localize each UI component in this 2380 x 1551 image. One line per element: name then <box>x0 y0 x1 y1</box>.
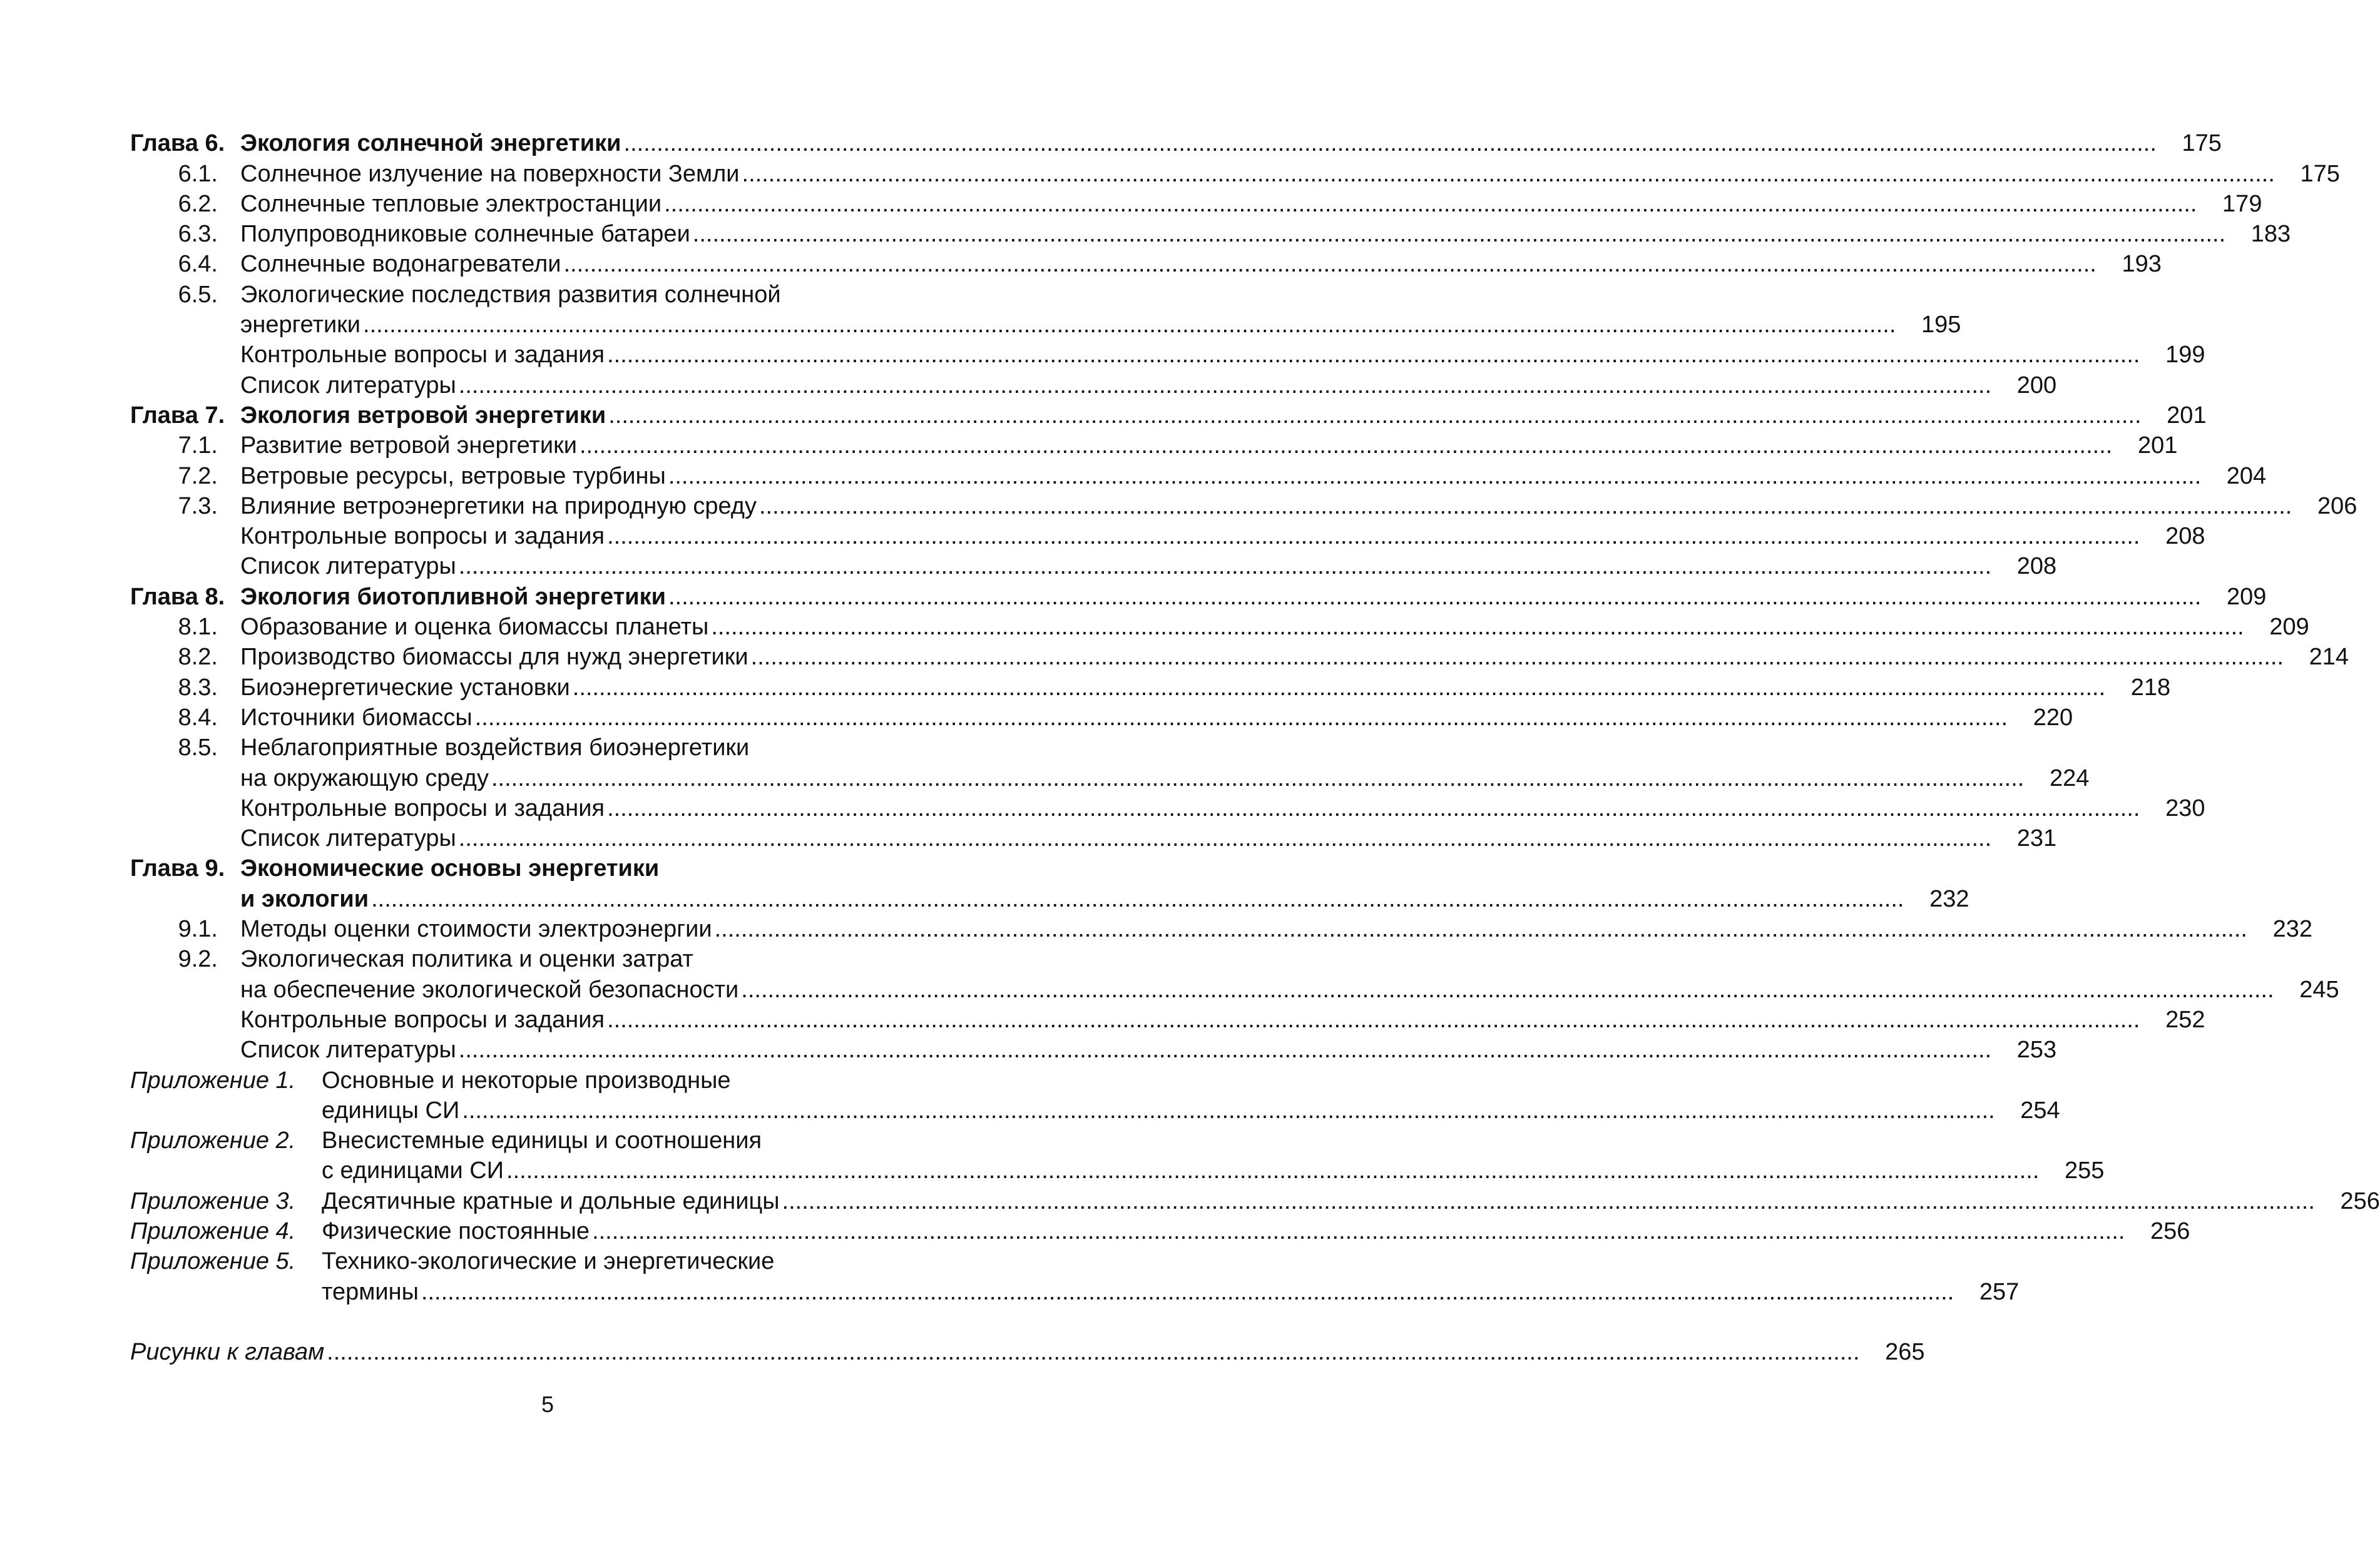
page-ref: 257 <box>1979 1278 2020 1305</box>
dot-leader <box>711 612 2244 642</box>
page-ref: 214 <box>2309 644 2349 671</box>
toc-entry-chapter <box>130 128 2222 158</box>
toc-entry-cont <box>130 310 1961 340</box>
page-ref: 245 <box>2299 976 2339 1003</box>
entry-title: на окружающую среду <box>240 765 489 791</box>
page-ref: 200 <box>2016 372 2057 399</box>
entry-title: Контрольные вопросы и задания <box>240 795 605 821</box>
table-of-contents <box>130 128 2380 1367</box>
page-ref: 232 <box>2272 916 2312 943</box>
toc-entry-appendix-cont <box>130 1156 2105 1186</box>
page-ref: 208 <box>2016 553 2057 580</box>
dot-leader <box>459 370 1991 400</box>
dot-leader <box>715 914 2247 944</box>
toc-entry-appendix <box>130 1186 2380 1216</box>
dot-leader <box>741 975 2274 1005</box>
toc-entry-section <box>130 612 2309 642</box>
dot-leader <box>421 1277 1954 1307</box>
entry-title: с единицами СИ <box>322 1157 504 1184</box>
chapter-label: Глава 7. <box>130 402 225 429</box>
dot-leader <box>462 1096 1994 1126</box>
toc-entry-section <box>130 189 2262 219</box>
entry-title: на обеспечение экологической безопасности <box>240 976 739 1003</box>
entry-title: Список литературы <box>240 553 456 580</box>
entry-title: Список литературы <box>240 372 456 399</box>
section-number: 9.1. <box>178 916 218 943</box>
dot-leader <box>459 551 1991 581</box>
dot-leader <box>759 491 2292 521</box>
entry-title: Ветровые ресурсы, ветровые турбины <box>240 462 666 489</box>
page-ref: 209 <box>2226 583 2267 610</box>
toc-entry-appendix <box>130 1246 970 1276</box>
appendix-label: Приложение 4. <box>130 1218 296 1244</box>
page-ref: 230 <box>2165 795 2205 821</box>
dot-leader <box>573 673 2105 703</box>
toc-entry-section <box>130 249 2162 279</box>
toc-entry-appendix-cont <box>130 1096 2060 1126</box>
toc-entry-cont <box>130 763 2090 793</box>
dot-leader <box>563 249 2096 279</box>
chapter-label: Глава 9. <box>130 855 225 882</box>
entry-title: Производство биомассы для нужд энергетики <box>240 644 748 671</box>
toc-entry-cont <box>130 974 2339 1004</box>
section-number: 8.1. <box>178 614 218 641</box>
entry-title: Методы оценки стоимости электроэнергии <box>240 916 712 943</box>
dot-leader <box>592 1216 2125 1246</box>
section-number: 9.2. <box>178 946 218 973</box>
entry-title: Экологические последствия развития солнечной <box>240 281 781 308</box>
toc-entry-cont-bold <box>130 883 1969 913</box>
dot-leader <box>624 128 2157 158</box>
toc-entry-section <box>130 703 2073 733</box>
page-ref: 209 <box>2269 614 2309 641</box>
entry-title: Экология биотопливной энергетики <box>240 583 666 610</box>
entry-title: Контрольные вопросы и задания <box>240 523 605 550</box>
toc-entry-section <box>130 733 970 763</box>
dot-leader <box>506 1156 2039 1186</box>
appendix-label: Приложение 3. <box>130 1187 296 1214</box>
page-ref: 201 <box>2167 402 2207 429</box>
toc-entry-cont <box>130 370 2057 400</box>
dot-leader <box>459 1035 1991 1065</box>
chapter-label: Глава 8. <box>130 583 225 610</box>
section-number: 8.4. <box>178 704 218 731</box>
page-ref: 256 <box>2340 1187 2380 1214</box>
toc-entry-cont <box>130 823 2057 853</box>
page-ref: 232 <box>1929 885 1969 912</box>
page-ref: 195 <box>1921 312 1961 338</box>
section-number: 6.5. <box>178 281 218 308</box>
section-number: 6.4. <box>178 251 218 278</box>
entry-title: Источники биомассы <box>240 704 472 731</box>
dot-leader <box>693 219 2225 249</box>
page-ref: 224 <box>2049 765 2090 791</box>
page-ref: 255 <box>2065 1157 2105 1184</box>
toc-gap <box>130 1307 970 1337</box>
dot-leader <box>580 430 2112 460</box>
page-ref: 218 <box>2130 674 2171 701</box>
toc-entry-section <box>130 944 970 974</box>
entry-title: Развитие ветровой энергетики <box>240 432 577 459</box>
toc-entry-section <box>130 642 2349 672</box>
page-ref: 220 <box>2033 704 2073 731</box>
toc-entry-appendix <box>130 1126 970 1156</box>
entry-title: Технико-экологические и энергетические <box>322 1248 775 1275</box>
page-ref: 206 <box>2317 492 2357 519</box>
dot-leader <box>459 823 1991 853</box>
section-number: 7.2. <box>178 462 218 489</box>
section-number: 6.3. <box>178 221 218 248</box>
entry-title: Контрольные вопросы и задания <box>240 1006 605 1033</box>
entry-title: Основные и некоторые производные <box>322 1067 731 1094</box>
page-ref: 179 <box>2222 190 2262 217</box>
section-number: 7.1. <box>178 432 218 459</box>
toc-entry-section <box>130 158 2340 188</box>
section-number: 8.3. <box>178 674 218 701</box>
appendix-label: Приложение 2. <box>130 1127 296 1154</box>
dot-leader <box>607 340 2140 370</box>
dot-leader <box>363 310 1896 340</box>
toc-entry-cont <box>130 340 2205 370</box>
toc-entry-appendix <box>130 1065 970 1095</box>
entry-title: Рисунки к главам <box>130 1338 325 1365</box>
entry-title: Внесистемные единицы и соотношения <box>322 1127 762 1154</box>
page-ref: 252 <box>2165 1006 2205 1033</box>
dot-leader <box>608 400 2141 430</box>
chapter-label: Глава 6. <box>130 130 225 157</box>
section-number: 6.2. <box>178 190 218 217</box>
page-ref: 204 <box>2226 462 2267 489</box>
page-ref: 175 <box>2300 160 2340 187</box>
page-ref: 175 <box>2182 130 2222 157</box>
entry-title: термины <box>322 1278 419 1305</box>
toc-entry-section <box>130 914 2312 944</box>
entry-title: Экологическая политика и оценки затрат <box>240 946 693 973</box>
entry-title: Солнечные тепловые электростанции <box>240 190 662 217</box>
toc-entry-chapter <box>130 853 970 883</box>
toc-entry-cont <box>130 521 2205 551</box>
page-ref: 183 <box>2250 221 2291 248</box>
page-ref: 254 <box>2020 1097 2060 1124</box>
dot-leader <box>742 159 2275 189</box>
toc-entry-figures <box>130 1337 1925 1367</box>
page-ref: 193 <box>2122 251 2162 278</box>
toc-entry-cont <box>130 1035 2057 1065</box>
entry-title: Биоэнергетические установки <box>240 674 570 701</box>
dot-leader <box>751 642 2284 672</box>
page-number: 5 <box>541 1391 554 1417</box>
toc-entry-cont <box>130 793 2205 823</box>
page-ref: 201 <box>2137 432 2178 459</box>
dot-leader <box>607 521 2140 551</box>
toc-entry-cont <box>130 551 2057 581</box>
page-ref: 253 <box>2016 1037 2057 1064</box>
appendix-label: Приложение 5. <box>130 1248 296 1275</box>
page-ref: 208 <box>2165 523 2205 550</box>
toc-entry-section <box>130 279 970 309</box>
entry-title: Контрольные вопросы и задания <box>240 342 605 369</box>
dot-leader <box>782 1186 2315 1216</box>
entry-title: Солнечное излучение на поверхности Земли <box>240 160 740 187</box>
entry-title: Физические постоянные <box>322 1218 590 1244</box>
entry-title: Влияние ветроэнергетики на природную среду <box>240 492 757 519</box>
section-number: 6.1. <box>178 160 218 187</box>
entry-title: Десятичные кратные и дольные единицы <box>322 1187 780 1214</box>
toc-entry-section <box>130 219 2291 249</box>
dot-leader <box>491 763 2024 793</box>
section-number: 7.3. <box>178 492 218 519</box>
entry-title: Экология ветровой энергетики <box>240 402 606 429</box>
toc-entry-chapter <box>130 400 2207 430</box>
dot-leader <box>371 884 1904 914</box>
entry-title: Образование и оценка биомассы планеты <box>240 614 709 641</box>
toc-entry-section <box>130 430 2178 460</box>
entry-title: Список литературы <box>240 1037 456 1064</box>
page-ref: 231 <box>2016 825 2057 852</box>
section-number: 8.5. <box>178 735 218 761</box>
dot-leader <box>664 189 2197 219</box>
entry-title: Полупроводниковые солнечные батареи <box>240 221 690 248</box>
entry-title: единицы СИ <box>322 1097 460 1124</box>
section-number: 8.2. <box>178 644 218 671</box>
entry-title: Неблагоприятные воздействия биоэнергетики <box>240 735 750 761</box>
entry-title: энергетики <box>240 312 361 338</box>
entry-title: Солнечные водонагреватели <box>240 251 561 278</box>
entry-title: и экологии <box>240 885 369 912</box>
dot-leader <box>668 461 2201 491</box>
page-ref: 199 <box>2165 342 2205 369</box>
dot-leader <box>607 1005 2140 1035</box>
appendix-label: Приложение 1. <box>130 1067 296 1094</box>
toc-entry-cont <box>130 1005 2205 1035</box>
entry-title: Список литературы <box>240 825 456 852</box>
dot-leader <box>327 1337 1859 1367</box>
dot-leader <box>607 793 2140 823</box>
dot-leader <box>475 703 2008 733</box>
page-ref: 256 <box>2150 1218 2190 1244</box>
toc-entry-appendix <box>130 1216 2190 1246</box>
toc-entry-appendix-cont <box>130 1276 2020 1306</box>
entry-title: Экология солнечной энергетики <box>240 130 621 157</box>
dot-leader <box>668 582 2201 612</box>
toc-entry-section <box>130 491 2357 521</box>
toc-entry-chapter <box>130 581 2267 611</box>
toc-entry-section <box>130 460 2267 491</box>
toc-entry-section <box>130 672 2171 702</box>
page-ref: 265 <box>1885 1338 1925 1365</box>
entry-title: Экономические основы энергетики <box>240 855 660 882</box>
